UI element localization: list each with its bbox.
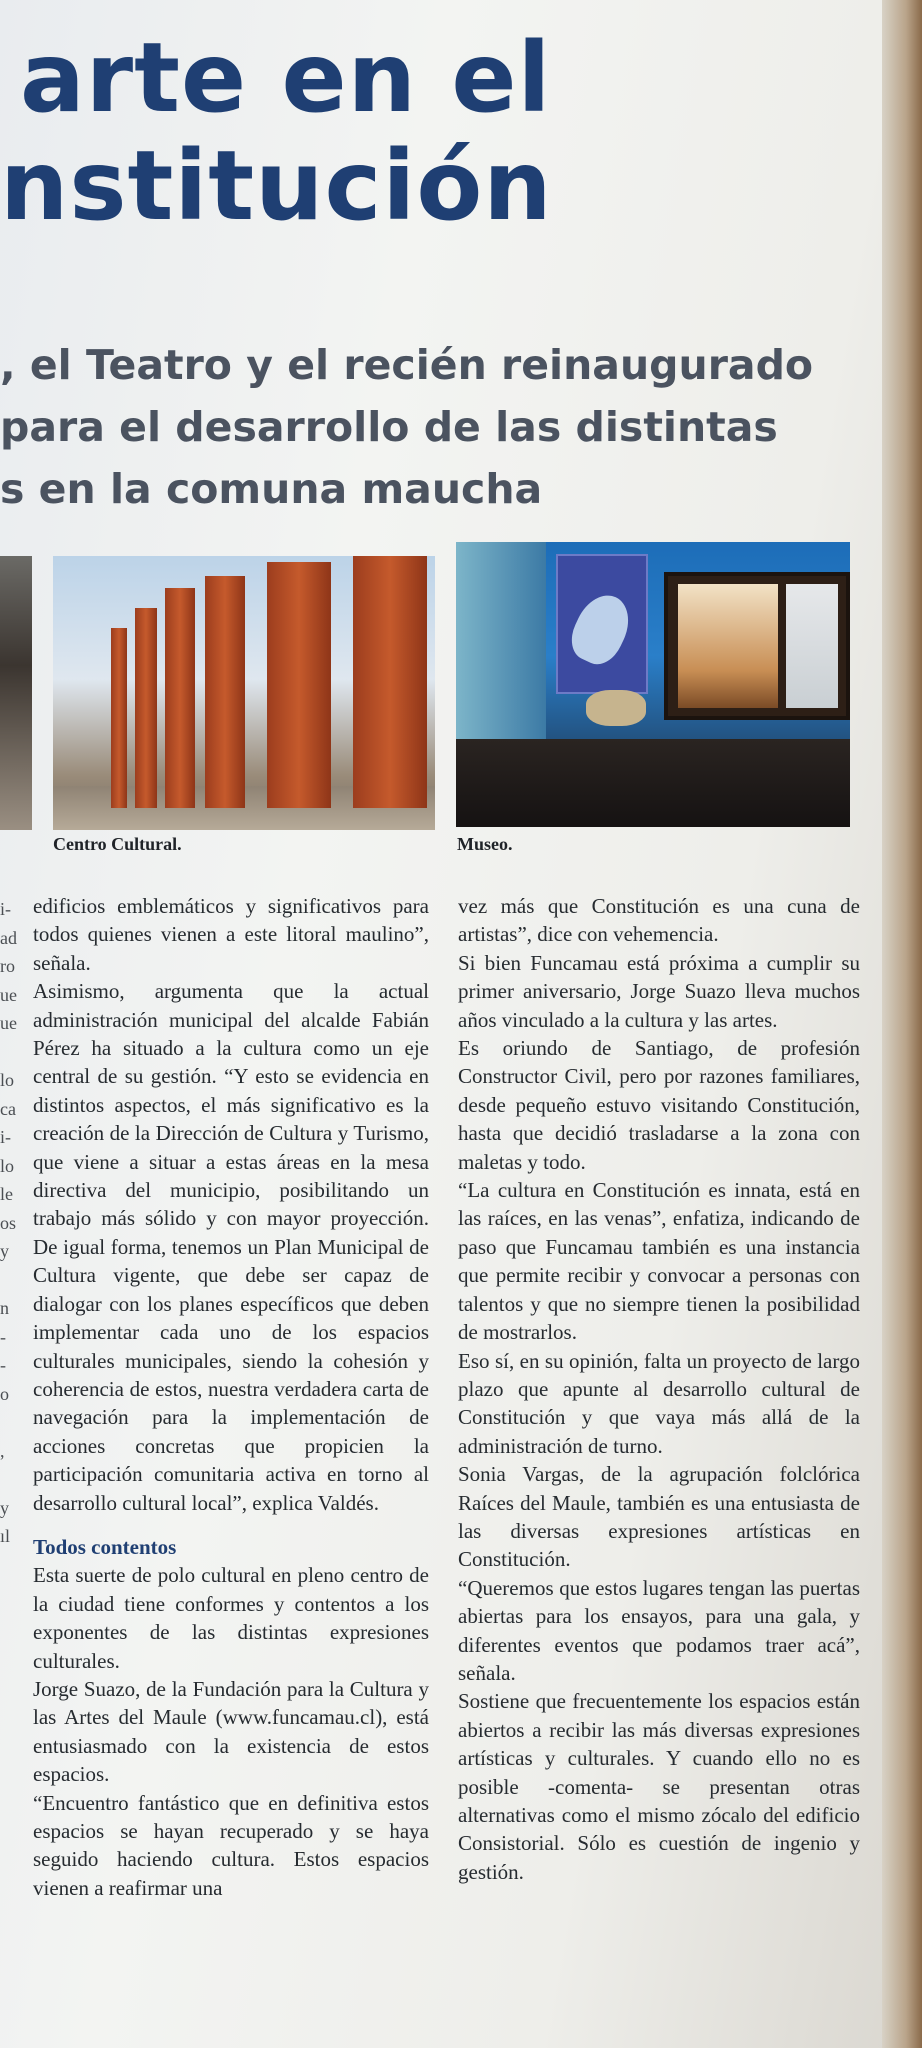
cut-fragment: lo — [0, 1155, 15, 1176]
page-edge — [882, 0, 922, 2048]
cut-fragment: - — [0, 1355, 6, 1375]
paragraph: Es oriundo de Santiago, de profesión Constructor Civil, pero por razones familiares, desde pequeño estuvo visitando Constitución, hasta que decidió trasladarse a la zona con maletas y todo. — [458, 1036, 860, 1174]
cut-fragment: os — [0, 1212, 17, 1233]
article-column-center — [33, 892, 429, 1902]
photo-column — [205, 576, 245, 808]
display-base — [456, 739, 850, 827]
cut-fragment: y — [0, 1241, 9, 1261]
paragraph: Jorge Suazo, de la Fundación para la Cultura y las Artes del Maule (www.funcamau.cl), está entusiasmado con la existencia de estos espacios. — [33, 1676, 429, 1787]
section-subhead: Todos contentos — [33, 1534, 177, 1559]
paragraph: Esta suerte de polo cultural en pleno centro de la ciudad tiene conformes y contentos a los exponentes de las distintas expresiones culturales. — [33, 1563, 429, 1673]
cut-fragment — [0, 1408, 20, 1437]
cut-fragment: , — [0, 1440, 5, 1461]
paragraph: “Encuentro fantástico que en definitiva estos espacios se hayan recuperado y se haya seguido haciendo cultura. Estos espacios vienen a reafirmar una — [33, 1790, 429, 1900]
cut-fragment — [0, 1038, 20, 1067]
cut-fragment — [0, 1465, 20, 1494]
headline-line-1: arte en el — [20, 22, 552, 134]
paragraph: Si bien Funcamau está próxima a cumplir su primer aniversario, Jorge Suazo lleva muchos años vinculado a la cultura y las artes. — [458, 950, 860, 1032]
paragraph: edificios emblemáticos y significativos para todos quienes vienen a este litoral maulino”, señala. — [33, 894, 429, 975]
cut-fragment: ro — [0, 956, 15, 976]
paragraph: Sonia Vargas, de la agrupación folclórica Raíces del Maule, también es una entusiasta de las diversas expresiones artísticas en Constitución. — [458, 1462, 860, 1572]
cut-fragment: o — [0, 1383, 9, 1404]
photo-caption-centro-cultural: Centro Cultural. — [53, 834, 182, 854]
deck-line-1: , el Teatro y el recién reinaugurado — [0, 341, 814, 389]
cut-fragment: ad — [0, 927, 17, 948]
cut-fragment: ca — [0, 1098, 16, 1119]
deck-subtitle — [0, 334, 880, 520]
paragraph: “Queremos que estos lugares tengan las puertas abiertas para los ensayos, para una gala, y diferentes eventos que podamos traer acá”, señala. — [458, 1575, 860, 1685]
paragraph: vez más que Constitución es una cuna de artistas”, dice con vehemencia. — [458, 894, 860, 947]
photo-column — [165, 588, 195, 808]
cut-fragment: i- — [0, 899, 11, 919]
photo-column — [111, 628, 127, 808]
cut-fragment — [0, 1266, 20, 1295]
display-case — [664, 572, 850, 720]
photo-column — [267, 562, 331, 808]
cropped-photo-left — [0, 556, 32, 830]
paragraph: Asimismo, argumenta que la actual administración municipal del alcalde Fabián Pérez ha situado a la cultura como un eje central de su gestión. “Y esto se evidencia en distintos aspectos, el más significativo es la creación de la Dirección de Cultura y Turismo, que viene a situar a estas áreas en la mesa directiva del municipio, posibilitando un trabajo más sólido y con mayor proyección. De igual forma, tenemos un Plan Municipal de Cultura vigente, que debe ser capaz de dialogar con los planes específicos que deben implementar cada uno de los espacios culturales municipales, siendo la cohesión y coherencia de estos, nuestra verdadera carta de navegación para la implementación de acciones concretas que propicien la participación comunitaria activa en torno al desarrollo cultural local”, explica Valdés. — [33, 979, 429, 1515]
cut-fragment: - — [0, 1326, 6, 1347]
deck-line-2: para el desarrollo de las distintas — [0, 403, 778, 451]
cut-fragment: i- — [0, 1127, 11, 1147]
paragraph: Eso sí, en su opinión, falta un proyecto de largo plazo que apunte al desarrollo cultural de Constitución y que vaya más allá de la administración de turno. — [458, 1348, 860, 1458]
centro-cultural-photo — [53, 556, 435, 830]
cut-fragment: y — [0, 1497, 9, 1518]
cut-fragment: n — [0, 1298, 9, 1318]
museo-photo — [456, 542, 850, 827]
headline — [20, 22, 551, 134]
headline-line-2: nstitución — [0, 130, 553, 242]
cut-off-column — [0, 895, 20, 1551]
cut-fragment: lo — [0, 1070, 15, 1090]
cut-fragment: ue — [0, 1013, 17, 1033]
cut-fragment: ıl — [0, 1526, 11, 1546]
paragraph: Sostiene que frecuentemente los espacios están abiertos a recibir las más diversas expresiones artísticas y culturales. Y cuando ello no es posible -comenta- se presentan otras alternativas como el mismo zócalo del edificio Consistorial. Sólo es cuestión de ingenio y gestión. — [458, 1689, 860, 1884]
cut-fragment: le — [0, 1184, 13, 1204]
photo-caption-museo: Museo. — [457, 834, 513, 854]
rock-exhibit — [586, 690, 646, 726]
article-column-right — [458, 892, 860, 1886]
photo-column — [135, 608, 157, 808]
paragraph: “La cultura en Constitución es innata, está en las raíces, en las venas”, enfatiza, indicando de paso que Funcamau también es una instancia que permite recibir y convocar a personas con talentos y que no siempre tienen la posibilidad de mostrarlos. — [458, 1178, 860, 1345]
photo-column — [353, 556, 427, 808]
cut-fragment: ue — [0, 984, 17, 1005]
ship-model — [678, 584, 778, 708]
display-pane — [786, 584, 838, 708]
headline-continued — [0, 130, 553, 242]
deck-line-3: s en la comuna maucha — [0, 465, 543, 513]
